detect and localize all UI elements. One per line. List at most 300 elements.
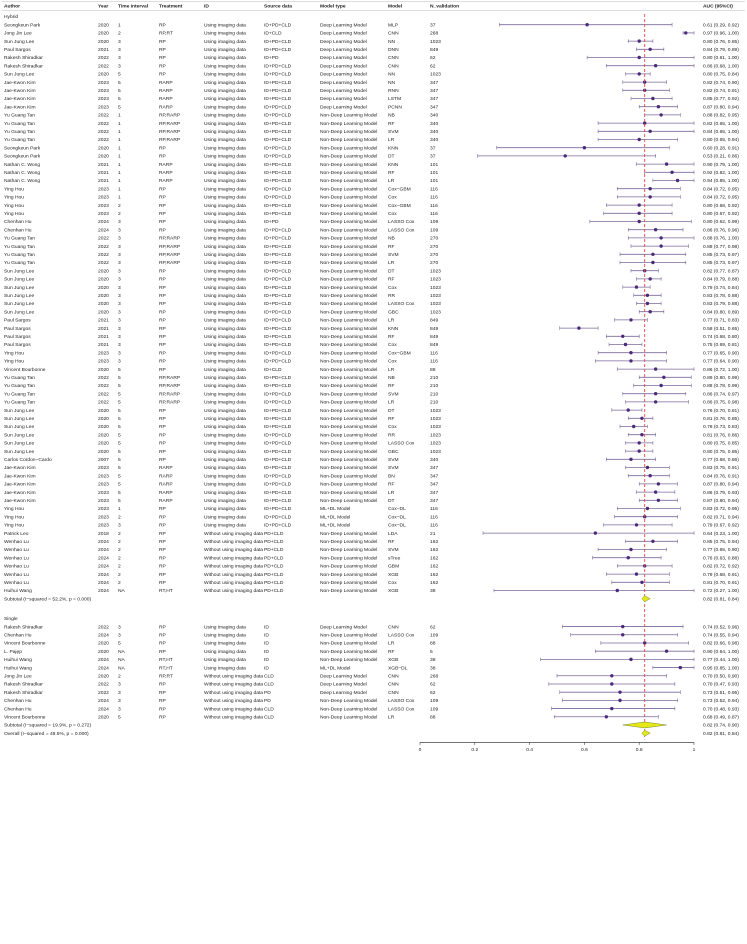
study-auc-label: 0.70 (0.48, 0.93) [703, 707, 739, 713]
study-cell: 162 [430, 581, 439, 586]
point-estimate [646, 507, 649, 510]
study-cell: RP [159, 195, 166, 201]
study-cell: 2021 [98, 48, 109, 53]
study-cell: BN [388, 474, 395, 480]
point-estimate [646, 466, 649, 469]
study-cell: ID+PD+CLD [264, 72, 292, 78]
study-auc-label: 0.82 (0.72, 0.92) [703, 564, 739, 570]
study-cell: Deep Learning Model [320, 31, 367, 37]
study-cell: NN [388, 80, 396, 86]
study-auc-label: 0.82 (0.74, 0.90) [703, 80, 739, 86]
study-cell: 1 [118, 507, 121, 513]
point-estimate [665, 162, 668, 165]
study-cell: LR [388, 715, 395, 721]
study-cell: Deep Learning Model [320, 682, 367, 688]
study-cell: Cox [388, 195, 397, 201]
study-cell: Non-Deep Learning Model [320, 400, 378, 406]
study-cell: 5 [118, 105, 121, 111]
study-cell: Deep Learning Model [320, 674, 367, 680]
study-cell: Huihui Wang [4, 658, 32, 664]
study-auc-label: 0.80 (0.61, 1.00) [703, 56, 739, 62]
study-cell: 5 [118, 89, 121, 94]
study-cell: ID+CLD [264, 31, 282, 37]
study-cell: Paul Sargos [4, 343, 31, 349]
study-cell: 2 [118, 572, 121, 578]
study-cell: RP [159, 408, 166, 414]
study-cell: 2022 [98, 138, 109, 144]
study-cell: 1023 [430, 417, 441, 422]
study-cell: Deep Learning Model [320, 64, 367, 70]
point-estimate [635, 523, 638, 526]
study-cell: RP [159, 641, 166, 647]
study-cell: ID+PD+CLD [264, 417, 292, 422]
study-cell: Using imaging data [204, 130, 246, 135]
study-auc-label: 0.79 (0.74, 0.84) [703, 285, 739, 291]
study-cell: Using imaging data [204, 80, 246, 86]
study-cell: LR [388, 367, 395, 373]
study-cell: Yu Guang Tan [4, 400, 35, 406]
point-estimate [638, 39, 641, 42]
column-header: ID [204, 4, 209, 10]
study-cell: 1023 [430, 277, 441, 283]
study-cell: 2022 [98, 121, 109, 127]
study-cell: 2024 [98, 699, 109, 705]
study-cell: PD+CLD [264, 589, 284, 595]
study-cell: 162 [430, 564, 439, 570]
study-cell: LASSO Cox [388, 633, 415, 639]
study-cell: ID+PD+CLD [264, 269, 292, 275]
study-auc-label: 0.80 (0.62, 0.99) [703, 220, 739, 226]
study-cell: CNN [388, 56, 399, 62]
study-cell: Paul Sargos [4, 318, 31, 324]
study-cell: RP,RARP [159, 236, 181, 242]
point-estimate [621, 633, 624, 636]
study-cell: RP [159, 625, 166, 631]
study-cell: XGB [388, 658, 399, 664]
study-cell: PD+CLD [264, 581, 284, 586]
study-cell: Non-Deep Learning Model [320, 343, 378, 349]
study-cell: Using imaging data [204, 376, 246, 381]
study-cell: Non-Deep Learning Model [320, 277, 378, 283]
study-cell: ID+PD+CLD [264, 285, 292, 291]
study-cell: 2018 [98, 531, 109, 537]
study-cell: 5 [118, 97, 121, 103]
column-header: Source data [264, 4, 292, 10]
study-cell: ID+PD+CLD [264, 146, 292, 152]
study-cell: 2020 [98, 72, 109, 78]
point-estimate [632, 425, 635, 428]
study-cell: 3 [118, 359, 121, 365]
study-cell: PD+CLD [264, 556, 284, 562]
x-tick-label: 0.4 [526, 747, 534, 753]
study-cell: Vincent Bourbonne [4, 641, 46, 647]
study-auc-label: 0.82 (0.77, 0.87) [703, 269, 739, 275]
point-estimate [638, 441, 641, 444]
study-cell: Using imaging data [204, 499, 246, 504]
study-cell: Nathan C. Wong [4, 179, 41, 185]
study-cell: DT [388, 269, 395, 275]
study-cell: 116 [430, 203, 438, 209]
point-estimate [627, 556, 630, 559]
study-cell: 2020 [98, 310, 109, 316]
study-cell: ML+DL Model [320, 666, 351, 672]
point-estimate [629, 359, 632, 362]
study-cell: Deep Learning Model [320, 39, 367, 45]
study-cell: ID [264, 633, 269, 639]
study-auc-label: 0.77 (0.44, 1.00) [703, 658, 739, 664]
study-cell: Using imaging data [204, 474, 246, 480]
study-cell: 347 [430, 474, 439, 480]
study-auc-label: 0.88 (0.82, 0.95) [703, 113, 739, 119]
study-cell: RT,HT [159, 658, 173, 664]
study-cell: RF [388, 482, 395, 488]
study-cell: Non-Deep Learning Model [320, 392, 378, 398]
study-cell: 101 [430, 179, 439, 185]
study-cell: Without using imaging data [204, 572, 263, 578]
point-estimate [654, 392, 657, 395]
study-cell: CNN [388, 690, 399, 696]
study-cell: PD [264, 690, 271, 696]
study-cell: RP,RARP [159, 253, 181, 258]
point-estimate [585, 23, 588, 26]
study-auc-label: 0.83 (0.78, 0.88) [703, 294, 739, 299]
study-cell: Yu Guang Tan [4, 253, 35, 258]
study-cell: 62 [430, 56, 436, 62]
study-cell: LR [388, 261, 395, 267]
study-cell: Using imaging data [204, 187, 246, 193]
study-cell: 62 [430, 682, 436, 688]
subtotal-auc-label: 0.82 (0.81, 0.84) [703, 597, 739, 603]
study-cell: Sun Jung Lee [4, 310, 35, 316]
study-cell: Cox [388, 343, 397, 349]
study-cell: Sun Jung Lee [4, 441, 35, 447]
subtotal-diamond [623, 722, 667, 728]
study-auc-label: 0.79 (0.68, 0.91) [703, 572, 739, 578]
study-cell: ID+PD+CLD [264, 203, 292, 209]
study-cell: Using imaging data [204, 228, 246, 234]
study-cell: RF [388, 384, 395, 390]
study-cell: ID+PD+CLD [264, 335, 292, 340]
study-auc-label: 0.87 (0.80, 0.94) [703, 482, 739, 488]
study-auc-label: 0.81 (0.76, 0.86) [703, 433, 739, 439]
study-cell: Non-Deep Learning Model [320, 367, 378, 373]
study-cell: Using imaging data [204, 458, 246, 463]
study-cell: Non-Deep Learning Model [320, 699, 378, 705]
study-cell: 3 [118, 39, 121, 45]
study-cell: ID+PD+CLD [264, 253, 292, 258]
study-cell: 1023 [430, 408, 441, 414]
point-estimate [648, 277, 651, 280]
point-estimate [629, 458, 632, 461]
study-cell: 162 [430, 540, 439, 545]
study-cell: RP [159, 146, 166, 152]
study-cell: Chenhan Hu [4, 633, 32, 639]
study-auc-label: 0.77 (0.64, 0.90) [703, 359, 739, 365]
study-cell: Using imaging data [204, 253, 246, 258]
study-auc-label: 0.58 (0.51, 0.65) [703, 326, 739, 332]
study-cell: 270 [430, 244, 439, 250]
effect-header: AUC (95%CI) [703, 4, 733, 10]
study-cell: LR [388, 490, 395, 496]
study-cell: Nathan C. Wong [4, 171, 41, 176]
study-cell: RP [159, 507, 166, 513]
study-auc-label: 0.53 (0.21, 0.86) [703, 154, 739, 160]
study-cell: ID+PD+CLD [264, 261, 292, 267]
point-estimate [610, 707, 613, 710]
study-cell: Cox−GBM [388, 351, 411, 357]
study-cell: Using imaging data [204, 261, 246, 267]
study-cell: 3 [118, 64, 121, 70]
study-cell: 116 [430, 507, 438, 513]
study-cell: CNN [388, 31, 399, 37]
study-cell: Non-Deep Learning Model [320, 121, 378, 127]
point-estimate [684, 31, 687, 34]
study-cell: 2 [118, 540, 121, 545]
study-cell: ID+PD+CLD [264, 490, 292, 496]
study-cell: 2020 [98, 31, 109, 37]
point-estimate [594, 531, 597, 534]
point-estimate [646, 294, 649, 297]
point-estimate [659, 384, 662, 387]
study-auc-label: 0.80 (0.76, 0.85) [703, 39, 739, 45]
study-cell: 1023 [430, 269, 441, 275]
study-cell: ID+PD+CLD [264, 408, 292, 414]
study-cell: RP,RARP [159, 392, 181, 398]
study-cell: LASSO Cox [388, 699, 415, 705]
study-cell: 5 [118, 408, 121, 414]
study-cell: NA [118, 649, 125, 655]
study-cell: RP,RARP [159, 244, 181, 250]
study-cell: ID+PD+CLD [264, 244, 292, 250]
group-heading: Single [4, 617, 18, 623]
study-cell: 5 [118, 458, 121, 463]
study-auc-label: 0.84 (0.72, 0.95) [703, 187, 739, 193]
study-cell: 3 [118, 343, 121, 349]
study-cell: 3 [118, 699, 121, 705]
study-cell: RARP [159, 97, 173, 103]
study-cell: RP,RARP [159, 384, 181, 390]
study-cell: 88 [430, 641, 436, 647]
study-cell: Non-Deep Learning Model [320, 425, 378, 431]
study-cell: 3 [118, 302, 121, 308]
study-cell: RF [388, 121, 395, 127]
study-cell: ID+PD+CLD [264, 392, 292, 398]
study-cell: Jae-Kwon Kim [4, 105, 36, 111]
study-cell: RP [159, 220, 166, 226]
x-tick-label: 0.8 [635, 747, 643, 753]
study-cell: Using imaging data [204, 466, 246, 472]
study-cell: RF [388, 649, 395, 655]
study-cell: Jae-Kwon Kim [4, 482, 36, 488]
study-cell: 101 [430, 171, 439, 176]
study-cell: 116 [430, 359, 438, 365]
subtotal-label: Subtotal (I−squared = 19.9%, p = 0.272) [4, 723, 92, 729]
study-cell: ID [264, 666, 269, 672]
study-cell: Using imaging data [204, 318, 246, 324]
study-cell: SVM [388, 466, 399, 472]
study-cell: 3 [118, 690, 121, 696]
study-cell: PCNN [388, 105, 402, 111]
study-cell: Yu Guang Tan [4, 376, 35, 381]
study-cell: RP [159, 56, 166, 62]
study-cell: Non-Deep Learning Model [320, 294, 378, 299]
study-cell: Using imaging data [204, 48, 246, 53]
study-cell: ID [264, 641, 269, 647]
study-cell: Using imaging data [204, 162, 246, 168]
column-header: Model type [320, 4, 346, 10]
study-cell: Using imaging data [204, 367, 246, 373]
study-cell: NA [118, 666, 125, 672]
study-cell: 116 [430, 351, 438, 357]
study-cell: 2 [118, 581, 121, 586]
study-cell: RP [159, 39, 166, 45]
study-cell: RP [159, 581, 166, 586]
study-cell: 2024 [98, 572, 109, 578]
study-auc-label: 0.83 (0.75, 0.91) [703, 466, 739, 472]
study-cell: Using imaging data [204, 658, 246, 664]
study-cell: 5 [118, 80, 121, 86]
study-cell: Wenhao Lu [4, 548, 29, 554]
study-cell: Non-Deep Learning Model [320, 458, 378, 463]
study-cell: CNN [388, 64, 399, 70]
study-auc-label: 0.82 (0.65, 1.00) [703, 121, 739, 127]
study-cell: 210 [430, 392, 439, 398]
point-estimate [621, 335, 624, 338]
study-cell: 2020 [98, 408, 109, 414]
study-auc-label: 0.87 (0.80, 0.94) [703, 105, 739, 111]
study-cell: MLP [388, 23, 399, 29]
group-heading: Hybrid [4, 15, 19, 21]
study-cell: 3 [118, 294, 121, 299]
study-cell: LR [388, 318, 395, 324]
study-cell: 2023 [98, 80, 109, 86]
study-cell: 2024 [98, 228, 109, 234]
study-cell: Using imaging data [204, 515, 246, 521]
study-cell: 37 [430, 146, 436, 152]
study-cell: 101 [430, 162, 439, 168]
study-auc-label: 0.77 (0.68, 0.86) [703, 458, 739, 463]
study-cell: 62 [430, 64, 436, 70]
study-cell: RP [159, 523, 166, 529]
study-auc-label: 0.61 (0.29, 0.92) [703, 23, 739, 29]
study-cell: 5 [118, 433, 121, 439]
study-cell: Without using imaging data [204, 548, 263, 554]
study-cell: 2024 [98, 589, 109, 595]
study-cell: PD+CLD [264, 540, 284, 545]
point-estimate [629, 548, 632, 551]
study-cell: Cox−GBM [388, 187, 411, 193]
study-cell: Sun Jung Lee [4, 433, 35, 439]
study-cell: Without using imaging data [204, 589, 263, 595]
study-auc-label: 0.88 (0.78, 0.99) [703, 384, 739, 390]
study-cell: 116 [430, 212, 438, 217]
point-estimate [659, 244, 662, 247]
study-cell: Using imaging data [204, 523, 246, 529]
study-cell: 1023 [430, 310, 441, 316]
study-auc-label: 0.74 (0.52, 0.96) [703, 625, 739, 631]
point-estimate [648, 195, 651, 198]
study-cell: 3 [118, 310, 121, 316]
study-cell: ID+PD+CLD [264, 433, 292, 439]
study-cell: RP [159, 294, 166, 299]
point-estimate [638, 138, 641, 141]
study-cell: 2 [118, 531, 121, 537]
study-auc-label: 0.78 (0.73, 0.83) [703, 425, 739, 431]
study-cell: Using imaging data [204, 212, 246, 217]
study-cell: Non-Deep Learning Model [320, 531, 378, 537]
study-cell: ID+PD+CLD [264, 376, 292, 381]
study-cell: ID+PD+CLD [264, 39, 292, 45]
study-cell: 2024 [98, 556, 109, 562]
study-cell: 2020 [98, 367, 109, 373]
study-cell: ID+PD+CLD [264, 23, 292, 29]
study-cell: 2021 [98, 171, 109, 176]
study-cell: Cox [388, 359, 397, 365]
study-auc-label: 0.74 (0.55, 0.94) [703, 633, 739, 639]
study-cell: Using imaging data [204, 72, 246, 78]
study-cell: 1023 [430, 441, 441, 447]
study-cell: ID+PD+CLD [264, 499, 292, 504]
study-cell: CNN [388, 682, 399, 688]
study-cell: Ying Hou [4, 351, 24, 357]
study-cell: Non-Deep Learning Model [320, 351, 378, 357]
study-auc-label: 0.85 (0.73, 0.97) [703, 261, 739, 267]
study-cell: 109 [430, 707, 439, 713]
study-cell: Using imaging data [204, 302, 246, 308]
study-cell: Using imaging data [204, 384, 246, 390]
column-header: N_validation [430, 4, 460, 10]
study-cell: Non-Deep Learning Model [320, 433, 378, 439]
study-cell: 62 [430, 690, 436, 696]
study-cell: RP [159, 277, 166, 283]
study-cell: 1 [118, 195, 121, 201]
study-cell: RP [159, 548, 166, 554]
study-auc-label: 0.70 (0.50, 0.90) [703, 674, 739, 680]
study-cell: Non-Deep Learning Model [320, 556, 378, 562]
study-cell: 2023 [98, 482, 109, 488]
point-estimate [616, 589, 619, 592]
study-cell: Using imaging data [204, 113, 246, 119]
study-cell: 162 [430, 556, 439, 562]
study-cell: ML+DL Model [320, 515, 351, 521]
point-estimate [659, 113, 662, 116]
study-cell: Rakesh Shiradkar [4, 682, 43, 688]
column-header: Treatment [159, 4, 183, 10]
study-cell: 340 [430, 113, 439, 119]
study-cell: RP [159, 707, 166, 713]
point-estimate [635, 572, 638, 575]
study-cell: RARP [159, 80, 173, 86]
study-cell: RF [388, 417, 395, 422]
study-cell: 2023 [98, 351, 109, 357]
study-auc-label: 0.95 (0.85, 1.00) [703, 666, 739, 672]
study-cell: Ying Hou [4, 515, 24, 521]
study-cell: RARP [159, 162, 173, 168]
study-cell: Jae-Kwon Kim [4, 80, 36, 86]
study-cell: Paul Sargos [4, 326, 31, 332]
study-cell: Rakesh Shiradkar [4, 64, 43, 70]
point-estimate [638, 212, 641, 215]
study-cell: 2020 [98, 441, 109, 447]
study-cell: DT [388, 154, 395, 160]
study-cell: Ying Hou [4, 203, 24, 209]
study-cell: RT,HT [159, 666, 173, 672]
study-cell: 3 [118, 285, 121, 291]
study-cell: ID+PD+CLD [264, 97, 292, 103]
study-cell: ID+PD+CLD [264, 523, 292, 529]
study-cell: 2020 [98, 449, 109, 455]
study-cell: 5 [118, 490, 121, 496]
